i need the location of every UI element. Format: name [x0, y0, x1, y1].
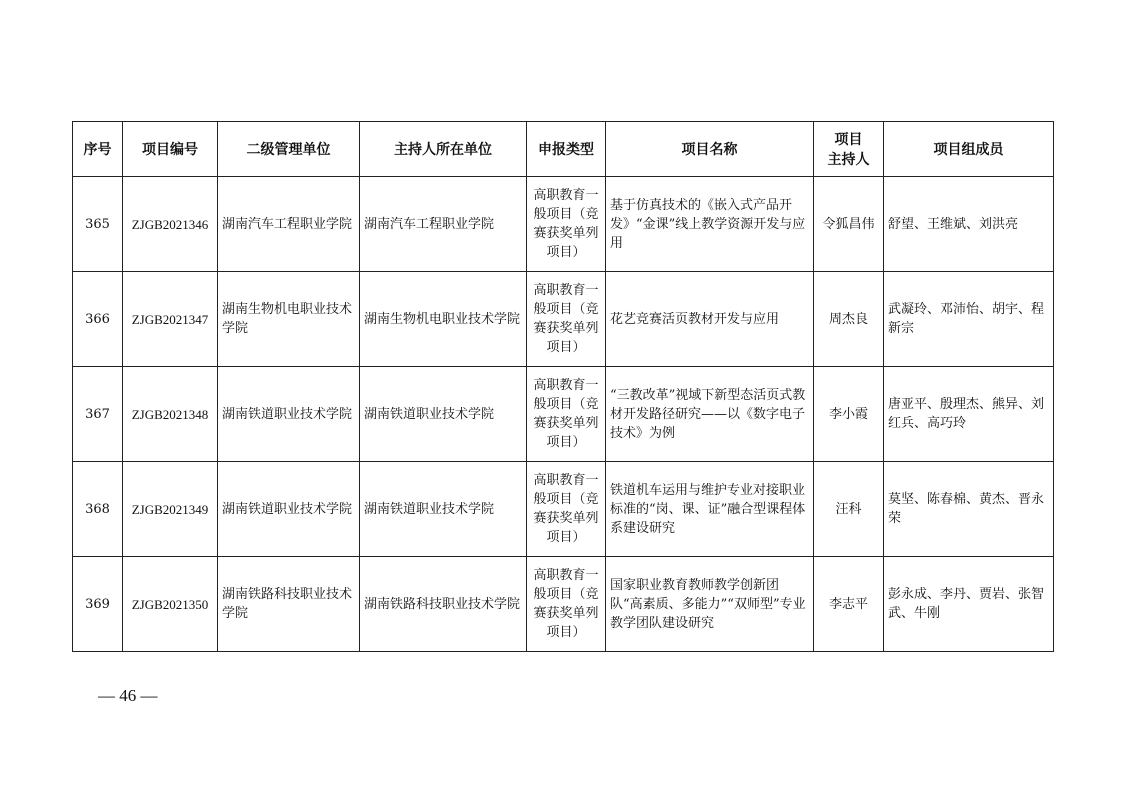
cell-type: [527, 557, 606, 652]
cell-type-text: 高职教育一般项目（竞赛获奖单列项目）: [533, 283, 599, 355]
cell-type-text: 高职教育一般项目（竞赛获奖单列项目）: [533, 378, 599, 450]
header-row: [73, 122, 1054, 177]
table-row: [73, 462, 1054, 557]
table-row: [73, 177, 1054, 272]
cell-members: 唐亚平、殷理杰、熊异、刘红兵、高巧玲: [884, 367, 1054, 462]
cell-members: 莫坚、陈春棉、黄杰、晋永荣: [884, 462, 1054, 557]
cell-mgmt: 湖南铁路科技职业技术学院: [218, 557, 360, 652]
header-unit: 主持人所在单位: [360, 122, 527, 177]
cell-type-text: 高职教育一般项目（竞赛获奖单列项目）: [533, 473, 599, 545]
cell-name: 花艺竞赛活页教材开发与应用: [606, 272, 814, 367]
cell-seq: 366: [73, 272, 123, 367]
cell-unit: 湖南铁道职业技术学院: [360, 462, 527, 557]
header-code: 项目编号: [123, 122, 218, 177]
header-leader: [814, 122, 884, 177]
cell-code: ZJGB2021350: [123, 557, 218, 652]
cell-type-text: 高职教育一般项目（竞赛获奖单列项目）: [533, 568, 599, 640]
cell-leader: 令狐昌伟: [814, 177, 884, 272]
header-name: 项目名称: [606, 122, 814, 177]
table-row: [73, 272, 1054, 367]
cell-unit: 湖南汽车工程职业学院: [360, 177, 527, 272]
cell-code: ZJGB2021346: [123, 177, 218, 272]
page-number: — 46 —: [98, 686, 158, 705]
cell-type: [527, 367, 606, 462]
cell-code: ZJGB2021348: [123, 367, 218, 462]
cell-unit: 湖南铁路科技职业技术学院: [360, 557, 527, 652]
header-seq: 序号: [73, 122, 123, 177]
cell-mgmt: 湖南生物机电职业技术学院: [218, 272, 360, 367]
header-mgmt: 二级管理单位: [218, 122, 360, 177]
cell-type: [527, 272, 606, 367]
cell-code: ZJGB2021349: [123, 462, 218, 557]
cell-mgmt: 湖南铁道职业技术学院: [218, 367, 360, 462]
header-members: 项目组成员: [884, 122, 1054, 177]
cell-seq: 368: [73, 462, 123, 557]
cell-leader: 汪科: [814, 462, 884, 557]
cell-seq: 367: [73, 367, 123, 462]
cell-name: 铁道机车运用与维护专业对接职业标准的“岗、课、证”融合型课程体系建设研究: [606, 462, 814, 557]
cell-name: 基于仿真技术的《嵌入式产品开发》“金课”线上教学资源开发与应用: [606, 177, 814, 272]
cell-name: “三教改革”视域下新型态活页式教材开发路径研究——以《数字电子技术》为例: [606, 367, 814, 462]
cell-mgmt: 湖南汽车工程职业学院: [218, 177, 360, 272]
cell-members: 舒望、王维斌、刘洪亮: [884, 177, 1054, 272]
project-table: [72, 121, 1054, 652]
cell-unit: 湖南生物机电职业技术学院: [360, 272, 527, 367]
cell-unit: 湖南铁道职业技术学院: [360, 367, 527, 462]
cell-leader: 周杰良: [814, 272, 884, 367]
header-leader-line1: 项目: [834, 132, 863, 148]
cell-leader: 李小霞: [814, 367, 884, 462]
cell-code: ZJGB2021347: [123, 272, 218, 367]
header-leader-line2: 主持人: [827, 152, 870, 168]
cell-seq: 365: [73, 177, 123, 272]
table-row: [73, 367, 1054, 462]
cell-members: 武凝玲、邓沛怡、胡宇、程新宗: [884, 272, 1054, 367]
cell-type-text: 高职教育一般项目（竞赛获奖单列项目）: [533, 188, 599, 260]
cell-type: [527, 177, 606, 272]
cell-type: [527, 462, 606, 557]
cell-mgmt: 湖南铁道职业技术学院: [218, 462, 360, 557]
cell-leader: 李志平: [814, 557, 884, 652]
header-type: 申报类型: [527, 122, 606, 177]
cell-name: 国家职业教育教师教学创新团队“高素质、多能力”“双师型”专业教学团队建设研究: [606, 557, 814, 652]
table-row: [73, 557, 1054, 652]
cell-members: 彭永成、李丹、贾岩、张智武、牛刚: [884, 557, 1054, 652]
cell-seq: 369: [73, 557, 123, 652]
